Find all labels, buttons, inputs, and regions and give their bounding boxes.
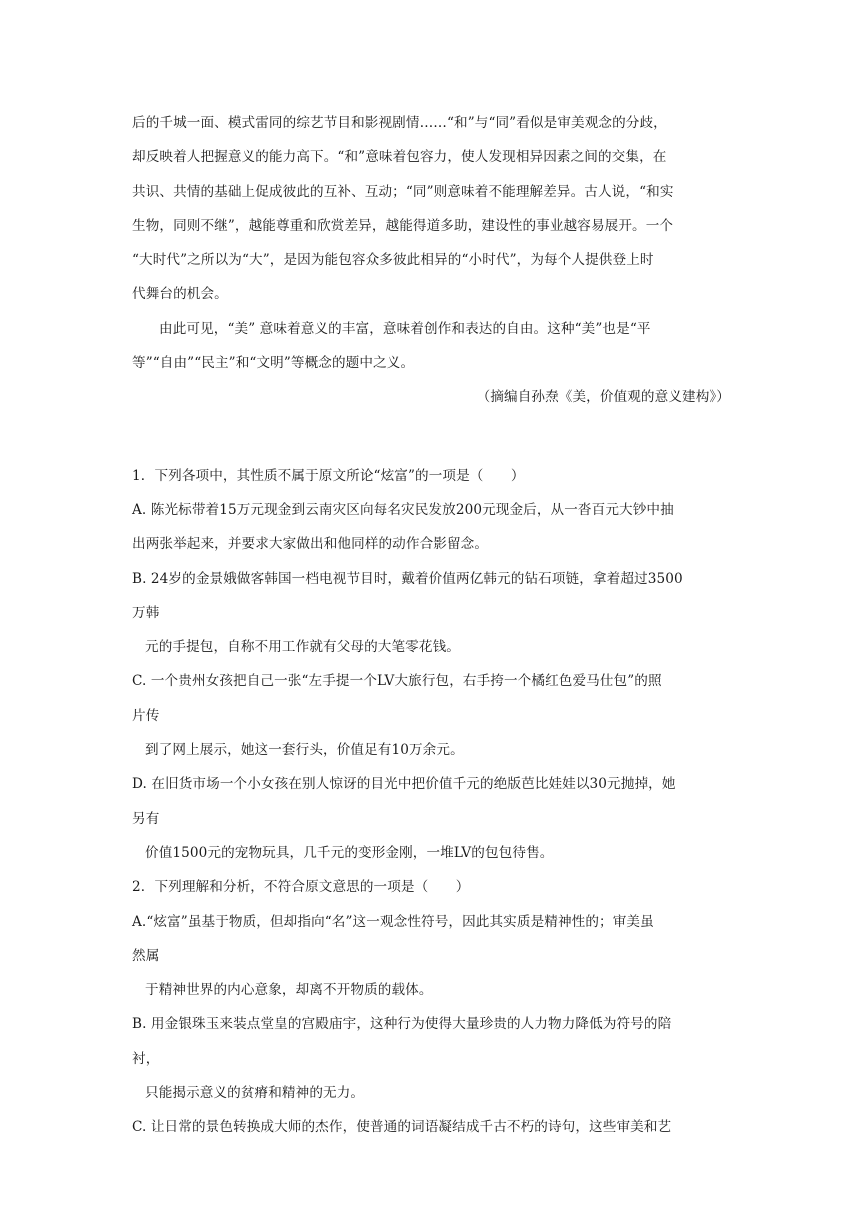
q2-option-b-cont: 只能揭示意义的贫瘠和精神的无力。 bbox=[145, 1085, 365, 1102]
q1-option-a-cont: 出两张举起来，并要求大家做出和他同样的动作合影留念。 bbox=[132, 536, 489, 553]
q2-option-a-cont: 于精神世界的内心意象，却离不开物质的载体。 bbox=[145, 982, 433, 999]
q1-option-b-cont: 元的手提包，自称不用工作就有父母的大笔零花钱。 bbox=[145, 639, 460, 656]
passage-line: 代舞台的机会。 bbox=[132, 286, 228, 303]
passage-line: 共识、共情的基础上促成彼此的互补、互动；“同”则意味着不能理解差异。古人说，“和实 bbox=[132, 183, 674, 200]
q1-option-c: C. 一个贵州女孩把自己一张“左手提一个LV大旅行包，右手挎一个橘红色爱马仕包”的照 bbox=[132, 673, 662, 690]
q1-option-c-cont: 片传 bbox=[132, 707, 160, 724]
section-spacer bbox=[132, 415, 732, 459]
document-page bbox=[132, 106, 732, 1145]
q2-option-b-cont: 衬， bbox=[132, 1050, 160, 1067]
q1-option-d-cont: 价值1500元的宠物玩具，几千元的变形金刚，一堆LV的包包待售。 bbox=[145, 844, 554, 861]
conclusion-line: 由此可见，“美” 意味着意义的丰富，意味着创作和表达的自由。这种“美”也是“平 bbox=[159, 320, 651, 337]
question-1-stem: 1．下列各项中，其性质不属于原文所论“炫富”的一项是（ ） bbox=[132, 467, 525, 484]
q2-option-a-cont: 然属 bbox=[132, 947, 160, 964]
q2-option-b: B. 用金银珠玉来装点堂皇的宫殿庙宇，这种行为使得大量珍贵的人力物力降低为符号的陪 bbox=[132, 1016, 672, 1033]
q1-option-a: A. 陈光标带着15万元现金到云南灾区向每名灾民发放200元现金后，从一沓百元大钞中抽 bbox=[132, 501, 674, 518]
passage-line: 后的千城一面、模式雷同的综艺节目和影视剧情……“和”与“同”看似是审美观念的分歧， bbox=[132, 115, 667, 131]
q2-option-c: C. 让日常的景色转换成大师的杰作，使普通的词语凝结成千古不朽的诗句，这些审美和艺 bbox=[132, 1119, 672, 1136]
passage-line: “大时代”之所以为“大”，是因为能包容众多彼此相异的“小时代”，为每个人提供登上时 bbox=[132, 252, 654, 269]
question-2-stem: 2．下列理解和分析，不符合原文意思的一项是（ ） bbox=[132, 879, 470, 896]
passage-line: 却反映着人把握意义的能力高下。“和”意味着包容力，使人发现相异因素之间的交集，在 bbox=[132, 149, 667, 166]
q1-option-b-cont: 万韩 bbox=[132, 604, 160, 621]
q1-option-d: D. 在旧货市场一个小女孩在别人惊讶的目光中把价值千元的绝版芭比娃娃以30元抛掉，她 bbox=[132, 776, 676, 793]
q1-option-b: B. 24岁的金景娥做客韩国一档电视节目时，戴着价值两亿韩元的钻石项链，拿着超过3500 bbox=[132, 570, 683, 587]
passage-line: 生物，同则不继”，越能尊重和欣赏差异，越能得道多助，建设性的事业越容易展开。一个 bbox=[132, 217, 674, 234]
q1-option-d-cont: 另有 bbox=[132, 810, 160, 827]
q1-option-c-cont: 到了网上展示，她这一套行头，价值足有10万余元。 bbox=[145, 742, 464, 759]
q2-option-a: A.“炫富”虽基于物质，但却指向“名”这一观念性符号，因此其实质是精神性的；审美虽 bbox=[132, 913, 654, 930]
source-citation: （摘编自孙焘《美，价值观的意义建构》） bbox=[476, 389, 730, 406]
conclusion-line: 等”“自由”“民主”和“文明”等概念的题中之义。 bbox=[132, 355, 415, 372]
